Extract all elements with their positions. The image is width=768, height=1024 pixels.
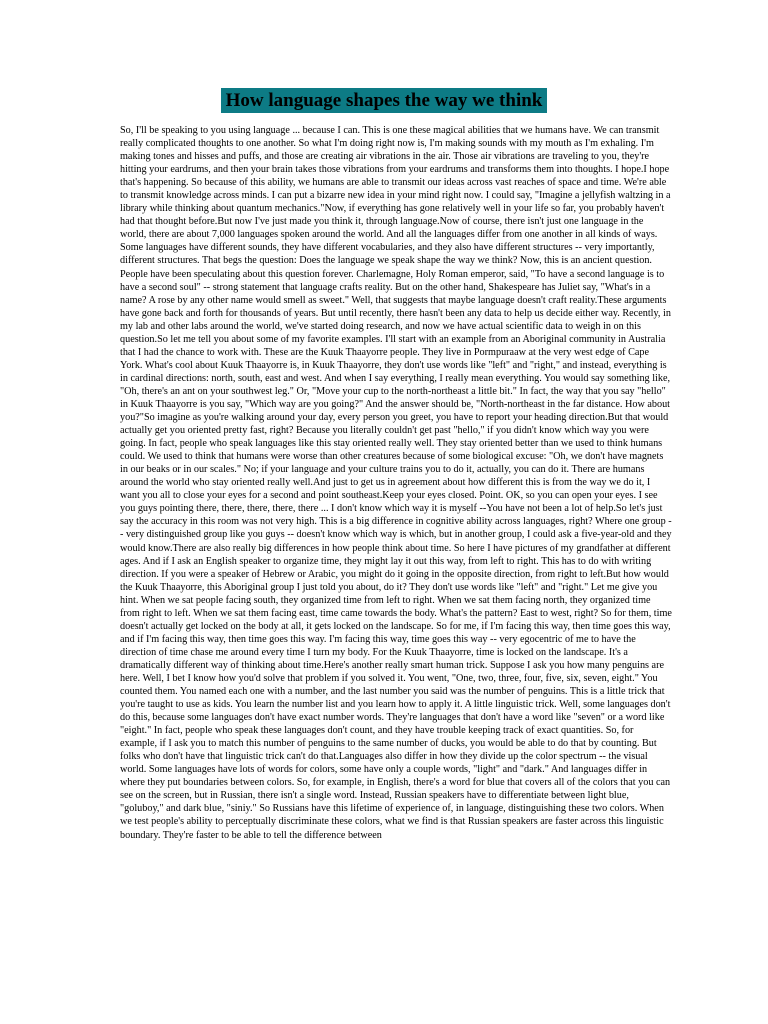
document-title: How language shapes the way we think [221,88,548,113]
title-container [0,88,768,113]
document-body: So, I'll be speaking to you using language ... because I can. This is one these magical abilities that we humans have. We can transmit really complicated thoughts to one another. So what I'm doing right now is, I'm making sounds with my mouth as I'm exhaling. I'm making tones and hisses and puffs, and those are creating air vibrations in the air. Those air vibrations are traveling to you, they're hitting your eardrums, and then your brain takes those vibrations from your eardrums and transforms them into thoughts. I hope.I hope that's happening. So because of this ability, we humans are able to transmit our ideas across vast reaches of space and time. We're able to transmit knowledge across minds. I can put a bizarre new idea in your mind right now. I could say, "Imagine a jellyfish waltzing in a library while thinking about quantum mechanics."Now, if everything has gone relatively well in your life so far, you probably haven't had that thought before.But now I've just made you think it, through language.Now of course, there isn't just one language in the world, there are about 7,000 languages spoken around the world. And all the languages differ from one another in all kinds of ways. Some languages have different sounds, they have different vocabularies, and they also have different structures -- very importantly, different structures. That begs the question: Does the language we speak shape the way we think? Now, this is an ancient question. People have been speculating about this question forever. Charlemagne, Holy Roman emperor, said, "To have a second language is to have a second soul" -- strong statement that language crafts reality. But on the other hand, Shakespeare has Juliet say, "What's in a name? A rose by any other name would smell as sweet." Well, that suggests that maybe language doesn't craft reality.These arguments have gone back and forth for thousands of years. But until recently, there hasn't been any data to help us decide either way. Recently, in my lab and other labs around the world, we've started doing research, and now we have actual scientific data to weigh in on this question.So let me tell you about some of my favorite examples. I'll start with an example from an Aboriginal community in Australia that I had the chance to work with. These are the Kuuk Thaayorre people. They live in Pormpuraaw at the very west edge of Cape York. What's cool about Kuuk Thaayorre is, in Kuuk Thaayorre, they don't use words like "left" and "right," and instead, everything is in cardinal directions: north, south, east and west. And when I say everything, I really mean everything. You would say something like, "Oh, there's an ant on your southwest leg." Or, "Move your cup to the north-northeast a little bit." In fact, the way that you say "hello" in Kuuk Thaayorre is you say, "Which way are you going?" And the answer should be, "North-northeast in the far distance. How about you?"So imagine as you're walking around your day, every person you greet, you have to report your heading direction.But that would actually get you oriented pretty fast, right? Because you literally couldn't get past "hello," if you didn't know which way you were going. In fact, people who speak languages like this stay oriented really well. They stay oriented better than we used to think humans could. We used to think that humans were worse than other creatures because of some biological excuse: "Oh, we don't have magnets in our beaks or in our scales." No; if your language and your culture trains you to do it, actually, you can do it. There are humans around the world who stay oriented really well.And just to get us in agreement about how different this is from the way we do it, I want you all to close your eyes for a second and point southeast.Keep your eyes closed. Point. OK, so you can open your eyes. I see you guys pointing there, there, there, there, there ... I don't know which way it is myself --You have not been a lot of help.So let's just say the accuracy in this room was not very high. This is a big difference in cognitive ability across languages, right? Where one group -- very distinguished group like you guys -- doesn't know which way is which, but in another group, I could ask a five-year-old and they would know.There are also really big differences in how people think about time. So here I have pictures of my grandfather at different ages. And if I ask an English speaker to organize time, they might lay it out this way, from left to right. This has to do with writing direction. If you were a speaker of Hebrew or Arabic, you might do it going in the opposite direction, from right to left.But how would the Kuuk Thaayorre, this Aboriginal group I just told you about, do it? They don't use words like "left" and "right." Let me give you hint. When we sat people facing south, they organized time from left to right. When we sat them facing north, they organized time from right to left. When we sat them facing east, time came towards the body. What's the pattern? East to west, right? So for them, time doesn't actually get locked on the body at all, it gets locked on the landscape. So for me, if I'm facing this way, then time goes this way, and if I'm facing this way, then time goes this way. I'm facing this way, time goes this way -- very egocentric of me to have the direction of time chase me around every time I turn my body. For the Kuuk Thaayorre, time is locked on the landscape. It's a dramatically different way of thinking about time.Here's another really smart human trick. Suppose I ask you how many penguins are here. Well, I bet I know how you'd solve that problem if you solved it. You went, "One, two, three, four, five, six, seven, eight." You counted them. You named each one with a number, and the last number you said was the number of penguins. This is a little trick that you're taught to use as kids. You learn the number list and you learn how to apply it. A little linguistic trick. Well, some languages don't do this, because some languages don't have exact number words. They're languages that don't have a word like "seven" or a word like "eight." In fact, people who speak these languages don't count, and they have trouble keeping track of exact quantities. So, for example, if I ask you to match this number of penguins to the same number of ducks, you would be able to do that by counting. But folks who don't have that linguistic trick can't do that.Languages also differ in how they divide up the color spectrum -- the visual world. Some languages have lots of words for colors, some have only a couple words, "light" and "dark." And languages differ in where they put boundaries between colors. So, for example, in English, there's a word for blue that covers all of the colors that you can see on the screen, but in Russian, there isn't a single word. Instead, Russian speakers have to differentiate between light blue, "goluboy," and dark blue, "siniy." So Russians have this lifetime of experience of, in language, distinguishing these two colors. When we test people's ability to perceptually discriminate these colors, what we find is that Russian speakers are faster across this linguistic boundary. They're faster to be able to tell the difference between [120,125,672,841]
